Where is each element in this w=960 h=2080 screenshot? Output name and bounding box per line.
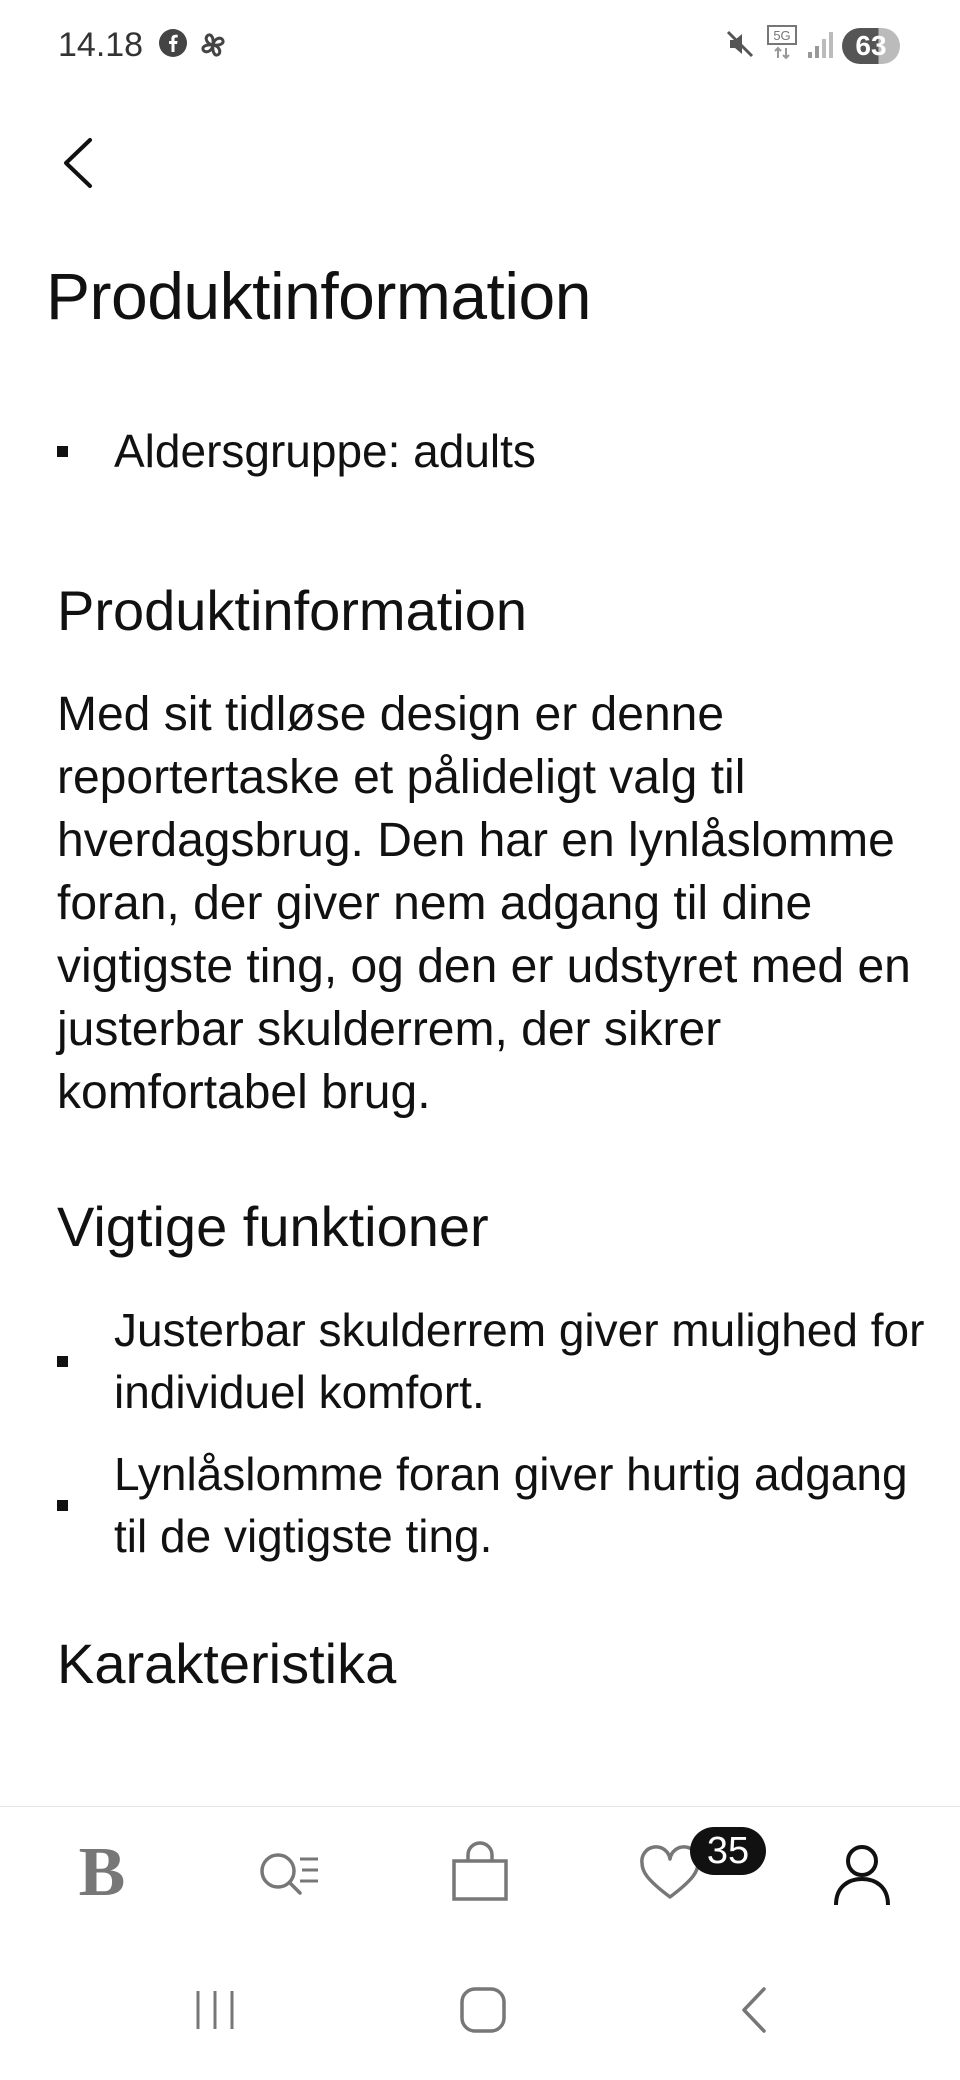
nav-bag[interactable] [440,1833,520,1913]
nav-account[interactable] [822,1833,902,1913]
system-back-button[interactable] [730,1985,780,2035]
page-title: Produktinformation [46,259,591,333]
attribute-item: Aldersgruppe: adults [57,420,937,482]
facebook-icon [158,28,188,58]
bag-icon [440,1833,520,1913]
battery-level: 63 [855,30,887,61]
search-list-icon [248,1833,328,1913]
nav-home-logo[interactable] [62,1833,142,1913]
user-icon [822,1833,902,1913]
brand-logo: B [78,1834,126,1911]
status-time: 14.18 [58,26,144,64]
svg-text:5G: 5G [773,28,791,43]
back-arrow-icon [50,128,110,198]
product-info-content [57,420,937,1696]
wishlist-count-badge: 35 [690,1827,766,1875]
signal-icon [806,28,836,60]
bottom-navigation [0,1806,960,1931]
characteristics-heading: Karakteristika [57,1632,397,1695]
mute-icon [724,28,756,60]
system-navigation-bar [0,1930,960,2080]
feature-item: Lynlåslomme foran giver hurtig adgang til de vigtigste ting. [57,1443,937,1567]
home-button[interactable] [458,1985,508,2035]
features-heading: Vigtige funktioner [57,1195,489,1258]
battery-indicator [842,28,900,64]
features-list [57,1299,937,1567]
feature-item: Justerbar skulderrem giver mulighed for individuel komfort. [57,1299,937,1423]
description-heading: Produktinformation [57,579,528,642]
pinwheel-icon [196,28,230,62]
attribute-list [57,420,937,482]
nav-search[interactable] [248,1833,328,1913]
back-button[interactable] [50,128,110,198]
description-text: Med sit tidløse design er denne reportertaske et pålideligt valg til hverdagsbrug. Den har en lynlåslomme foran, der giver nem adgang til dine vigtigste ting, og den er udstyret med en justerbar skulderrem, der sikrer komfortabel brug. [57,688,911,1119]
status-bar [0,0,960,92]
recent-apps-button[interactable] [190,1985,240,2035]
5g-icon [766,24,798,62]
